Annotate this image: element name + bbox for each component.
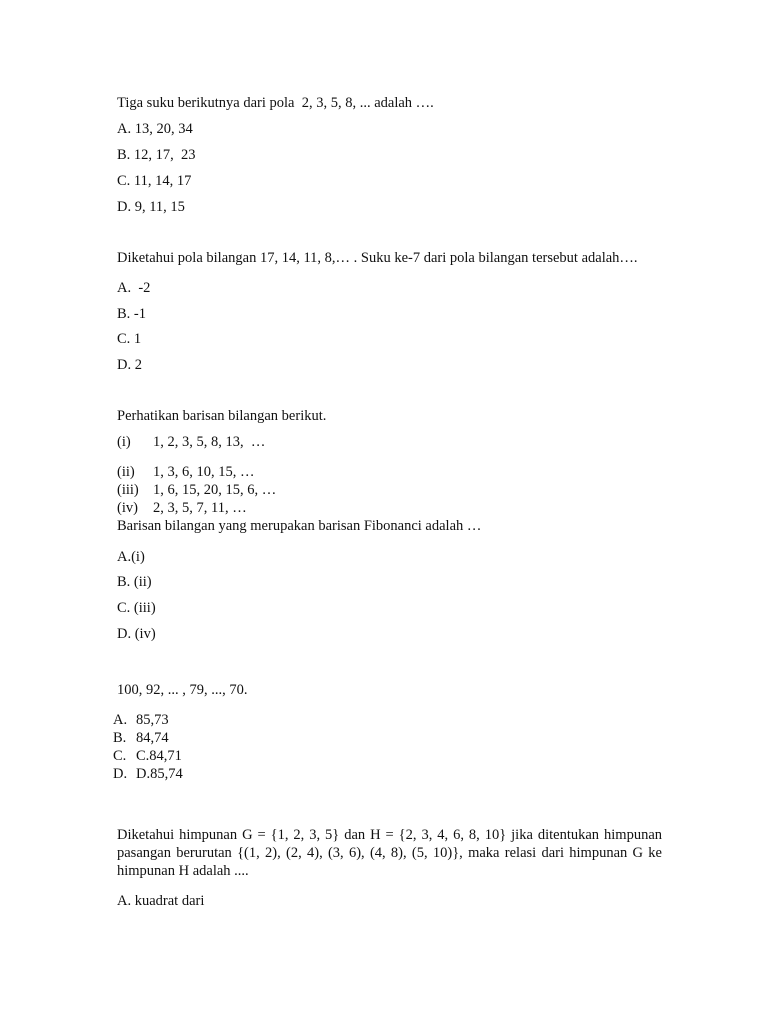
sequence-number: (ii) <box>117 464 135 480</box>
question-2-text: Diketahui pola bilangan 17, 14, 11, 8,… . Suku ke-7 dari pola bilangan tersebut adalah…. <box>117 250 638 266</box>
question-4-option-a: 85,73 <box>136 712 169 728</box>
question-4-option-c: C.84,71 <box>136 748 182 764</box>
sequence-values: 2, 3, 5, 7, 11, … <box>153 500 247 516</box>
question-3-text: Barisan bilangan yang merupakan barisan Fibonanci adalah … <box>117 518 482 534</box>
question-2-option-a: A. -2 <box>117 280 151 296</box>
sequence-number: (iv) <box>117 500 138 516</box>
sequence-number: (iii) <box>117 482 139 498</box>
question-3-option-a: A.(i) <box>117 549 145 565</box>
sequence-values: 1, 2, 3, 5, 8, 13, … <box>153 434 266 450</box>
question-1-option-b: B. 12, 17, 23 <box>117 147 196 163</box>
question-2-option-b: B. -1 <box>117 306 146 322</box>
question-4-option-d: D.85,74 <box>136 766 183 782</box>
sequence-values: 1, 3, 6, 10, 15, … <box>153 464 255 480</box>
question-4-text: 100, 92, ... , 79, ..., 70. <box>117 682 248 698</box>
sequence-number: (i) <box>117 434 131 450</box>
sequence-values: 1, 6, 15, 20, 15, 6, … <box>153 482 277 498</box>
question-3-option-d: D. (iv) <box>117 626 156 642</box>
question-1-option-a: A. 13, 20, 34 <box>117 121 193 137</box>
question-5-text: Diketahui himpunan G = {1, 2, 3, 5} dan H = {2, 3, 4, 6, 8, 10} jika ditentukan himpunan pasangan berurutan {(1, 2), (2, 4), (3, 6), (4, 8), (5, 10)}, maka relasi dari himpunan G ke himpunan H adalah .... <box>117 827 662 879</box>
question-2-option-d: D. 2 <box>117 357 142 373</box>
question-5-option-a: A. kuadrat dari <box>117 893 205 909</box>
question-2-option-c: C. 1 <box>117 331 142 347</box>
option-letter: B. <box>113 730 127 746</box>
question-3-option-b: B. (ii) <box>117 574 152 590</box>
question-1-text: Tiga suku berikutnya dari pola 2, 3, 5, 8, ... adalah …. <box>117 95 434 111</box>
question-1-option-c: C. 11, 14, 17 <box>117 173 192 189</box>
question-3-intro: Perhatikan barisan bilangan berikut. <box>117 408 327 424</box>
option-letter: C. <box>113 748 127 764</box>
question-3-option-c: C. (iii) <box>117 600 156 616</box>
option-letter: D. <box>113 766 128 782</box>
question-4-option-b: 84,74 <box>136 730 169 746</box>
option-letter: A. <box>113 712 128 728</box>
question-1-option-d: D. 9, 11, 15 <box>117 199 185 215</box>
